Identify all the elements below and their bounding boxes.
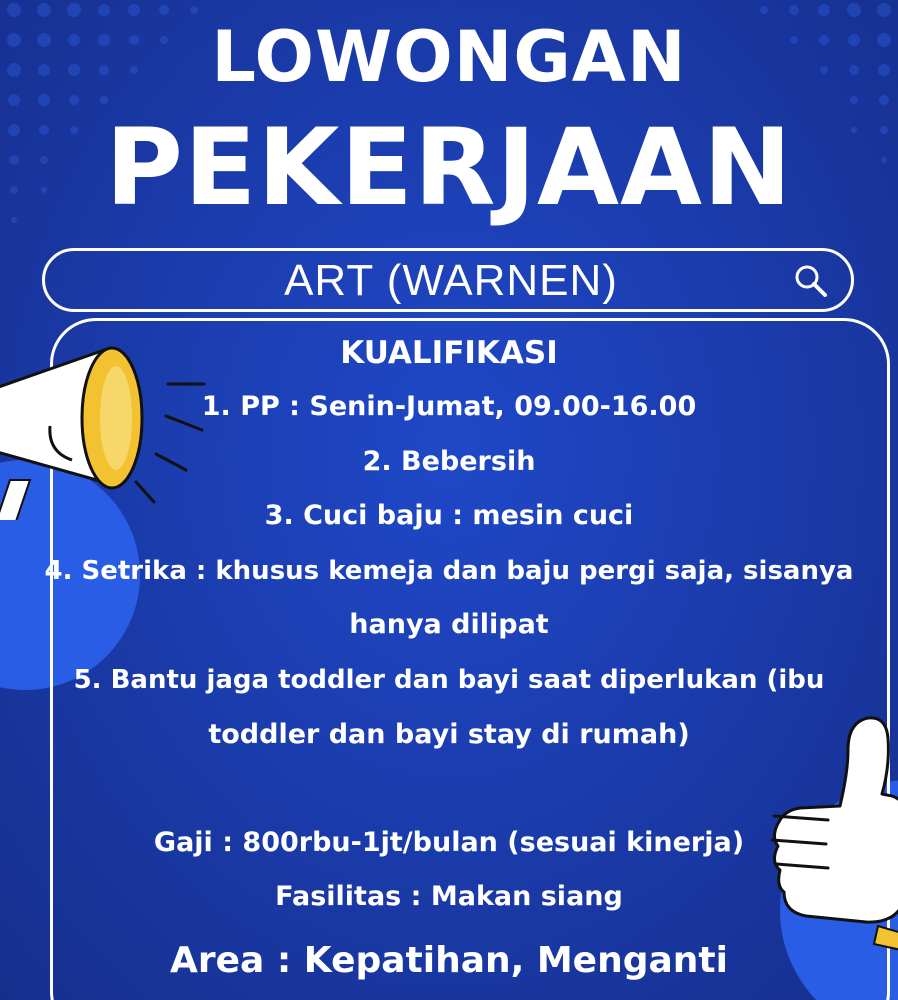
position-title: ART (WARNEN) bbox=[284, 256, 618, 305]
search-icon bbox=[792, 262, 828, 298]
qualification-item-4-line-1: 4. Setrika : khusus kemeja dan baju pergi saja, sisanya bbox=[44, 556, 854, 586]
title-line-2: PEKERJAAN bbox=[105, 106, 793, 229]
facilities-info: Fasilitas : Makan siang bbox=[275, 881, 623, 912]
qualification-heading: KUALIFIKASI bbox=[340, 335, 558, 371]
qualification-item-2: 2. Bebersih bbox=[362, 446, 536, 477]
title-line-1: LOWONGAN bbox=[211, 16, 687, 98]
qualification-item-4-line-2: hanya dilipat bbox=[349, 609, 549, 640]
qualification-item-3: 3. Cuci baju : mesin cuci bbox=[264, 500, 634, 531]
area-info: Area : Kepatihan, Menganti bbox=[170, 940, 728, 981]
qualification-item-5-line-1: 5. Bantu jaga toddler dan bayi saat diperlukan (ibu bbox=[73, 665, 825, 695]
position-search-bar bbox=[42, 248, 854, 312]
qualification-item-5-line-2: toddler dan bayi stay di rumah) bbox=[208, 719, 690, 750]
qualification-item-1: 1. PP : Senin-Jumat, 09.00-16.00 bbox=[201, 391, 697, 422]
salary-info: Gaji : 800rbu-1jt/bulan (sesuai kinerja) bbox=[153, 827, 745, 858]
